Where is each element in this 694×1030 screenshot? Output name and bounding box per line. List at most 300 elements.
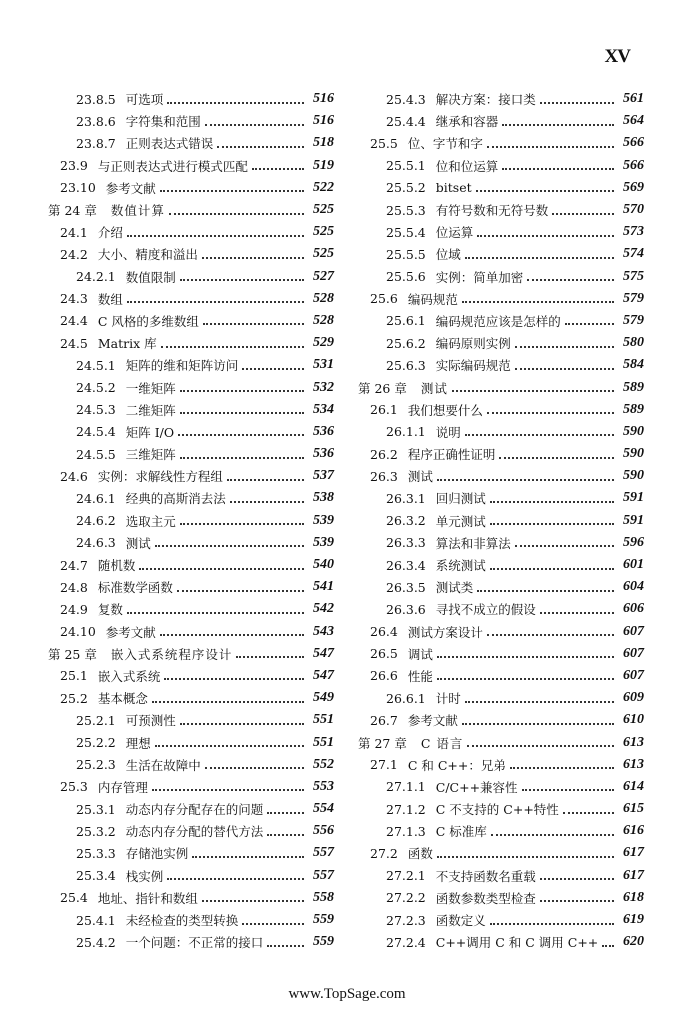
toc-entry bbox=[48, 865, 334, 887]
toc-entry bbox=[358, 110, 644, 132]
toc-entry-page: 607 bbox=[623, 667, 644, 683]
dot-leader bbox=[465, 700, 614, 703]
toc-entry-title: 测试类 bbox=[435, 580, 474, 596]
dot-leader bbox=[227, 478, 304, 481]
toc-entry-number: 26.1.1 bbox=[386, 424, 426, 440]
toc-entry-number: 26.3.4 bbox=[386, 557, 426, 573]
toc-entry bbox=[358, 310, 644, 332]
toc-entry-title: 动态内存分配存在的问题 bbox=[125, 802, 264, 818]
toc-entry bbox=[48, 421, 334, 443]
toc-entry-number: 25.4 bbox=[60, 890, 88, 906]
toc-entry bbox=[358, 798, 644, 820]
dot-leader bbox=[180, 456, 304, 459]
toc-entry-page: 551 bbox=[313, 734, 334, 750]
toc-entry-number: 25.5.3 bbox=[386, 202, 426, 218]
toc-entry-number: 25.4.4 bbox=[386, 113, 426, 129]
toc-entry bbox=[48, 310, 334, 332]
toc-entry-number: 25.3.2 bbox=[76, 823, 116, 839]
toc-entry-title: 程序正确性证明 bbox=[407, 447, 496, 463]
toc-entry-page: 556 bbox=[313, 823, 334, 839]
dot-leader bbox=[487, 145, 614, 148]
toc-entry-page: 591 bbox=[623, 512, 644, 528]
dot-leader bbox=[205, 123, 304, 126]
toc-entry bbox=[358, 598, 644, 620]
dot-leader bbox=[167, 877, 304, 880]
toc-entry-page: 561 bbox=[623, 91, 644, 107]
toc-entry-title: 正则表达式错误 bbox=[125, 136, 214, 152]
toc-entry-number: 25.5 bbox=[370, 135, 398, 151]
dot-leader bbox=[465, 433, 614, 436]
toc-entry bbox=[48, 177, 334, 199]
toc-entry-number: 25.6.3 bbox=[386, 357, 426, 373]
toc-entry-number: 27.1.2 bbox=[386, 801, 426, 817]
toc-entry bbox=[358, 532, 644, 554]
toc-entry bbox=[48, 487, 334, 509]
toc-entry-number: 26.7 bbox=[370, 712, 398, 728]
toc-entry-page: 610 bbox=[623, 712, 644, 728]
toc-entry-title: 矩阵的维和矩阵访问 bbox=[125, 358, 239, 374]
toc-entry-number: 24.9 bbox=[60, 601, 88, 617]
toc-entry-page: 528 bbox=[313, 312, 334, 328]
toc-entry-title: C/C++兼容性 bbox=[435, 779, 518, 795]
toc-entry-title: 矩阵 I/O bbox=[125, 424, 175, 440]
toc-entry-title: C 风格的多维数组 bbox=[97, 313, 199, 329]
toc-entry-page: 558 bbox=[313, 889, 334, 905]
toc-entry bbox=[48, 132, 334, 154]
toc-entry-page: 574 bbox=[623, 246, 644, 262]
toc-entry-number: 24.5.3 bbox=[76, 402, 116, 418]
toc-entry-page: 538 bbox=[313, 490, 334, 506]
toc-entry-title: 编码原则实例 bbox=[435, 336, 511, 352]
toc-entry bbox=[48, 665, 334, 687]
toc-entry-number: 27.1.1 bbox=[386, 779, 426, 795]
toc-entry-title: 生活在故障中 bbox=[125, 757, 201, 773]
toc-entry bbox=[358, 221, 644, 243]
toc-entry bbox=[358, 554, 644, 576]
toc-entry-page: 620 bbox=[623, 934, 644, 950]
toc-entry-number: 26.3.5 bbox=[386, 579, 426, 595]
toc-chapter-entry bbox=[48, 643, 334, 665]
toc-entry-title: C 和 C++：兄弟 bbox=[407, 757, 506, 773]
toc-entry-page: 607 bbox=[623, 645, 644, 661]
toc-entry-title: C++调用 C 和 C 调用 C++ bbox=[435, 935, 599, 951]
toc-entry bbox=[358, 465, 644, 487]
toc-entry-title: 介绍 bbox=[97, 225, 123, 241]
dot-leader bbox=[502, 167, 614, 170]
toc-entry-page: 547 bbox=[313, 667, 334, 683]
toc-entry-title: 调试 bbox=[407, 646, 433, 662]
toc-entry-page: 609 bbox=[623, 690, 644, 706]
toc-entry-title: 字符集和范围 bbox=[125, 114, 201, 130]
dot-leader bbox=[540, 611, 614, 614]
toc-entry-title: 一维矩阵 bbox=[125, 380, 176, 396]
toc-entry-page: 536 bbox=[313, 446, 334, 462]
toc-entry-page: 529 bbox=[313, 335, 334, 351]
toc-entry-number: 26.3.1 bbox=[386, 490, 426, 506]
toc-entry-page: 525 bbox=[313, 246, 334, 262]
toc-entry-title: 编码规范 bbox=[407, 291, 458, 307]
toc-entry-number: 25.4.1 bbox=[76, 912, 116, 928]
toc-entry-page: 590 bbox=[623, 423, 644, 439]
dot-leader bbox=[180, 389, 304, 392]
toc-entry-page: 614 bbox=[623, 778, 644, 794]
dot-leader bbox=[242, 367, 304, 370]
toc-entry-title: 嵌入式系统 bbox=[97, 668, 161, 684]
toc-entry-page: 559 bbox=[313, 912, 334, 928]
toc-entry-number: 27.2 bbox=[370, 845, 398, 861]
toc-entry-page: 519 bbox=[313, 157, 334, 173]
toc-entry-number: 24.5 bbox=[60, 335, 88, 351]
toc-entry-title: C 语言 bbox=[420, 735, 464, 751]
toc-entry-title: 存储池实例 bbox=[125, 846, 189, 862]
dot-leader bbox=[437, 478, 614, 481]
toc-entry-number: 25.3 bbox=[60, 779, 88, 795]
toc-entry-page: 522 bbox=[313, 179, 334, 195]
toc-entry bbox=[48, 687, 334, 709]
dot-leader bbox=[540, 877, 614, 880]
page-number: XV bbox=[604, 46, 630, 67]
toc-entry bbox=[358, 621, 644, 643]
toc-entry-title: 参考文献 bbox=[105, 624, 156, 640]
toc-entry bbox=[48, 88, 334, 110]
toc-entry-number: 25.2.2 bbox=[76, 735, 116, 751]
toc-entry-number: 23.8.7 bbox=[76, 135, 116, 151]
toc-entry-number: 25.5.2 bbox=[386, 180, 426, 196]
toc-entry-number: 27.2.2 bbox=[386, 890, 426, 906]
toc-chapter-entry bbox=[358, 376, 644, 398]
toc-entry-title: 有符号数和无符号数 bbox=[435, 203, 549, 219]
toc-entry-title: 可选项 bbox=[125, 92, 164, 108]
toc-entry-title: 地址、指针和数组 bbox=[97, 890, 198, 906]
dot-leader bbox=[565, 322, 614, 325]
dot-leader bbox=[160, 633, 304, 636]
toc-entry-title: 经典的高斯消去法 bbox=[125, 491, 226, 507]
toc-entry-title: 编码规范应该是怎样的 bbox=[435, 313, 561, 329]
toc-entry-page: 527 bbox=[313, 268, 334, 284]
toc-entry-number: 26.4 bbox=[370, 624, 398, 640]
dot-leader bbox=[169, 212, 304, 215]
dot-leader bbox=[127, 234, 304, 237]
toc-entry-title: 不支持函数名重载 bbox=[435, 868, 536, 884]
dot-leader bbox=[540, 101, 614, 104]
toc-entry bbox=[358, 487, 644, 509]
toc-entry-page: 525 bbox=[313, 224, 334, 240]
toc-entry-page: 532 bbox=[313, 379, 334, 395]
toc-entry-title: 我们想要什么 bbox=[407, 402, 483, 418]
footer-watermark: www.TopSage.com bbox=[288, 986, 406, 1002]
toc-entry-number: 25.3.1 bbox=[76, 801, 116, 817]
toc-entry-page: 554 bbox=[313, 801, 334, 817]
toc-entry-title: 测试 bbox=[407, 469, 433, 485]
toc-entry-number: 26.3 bbox=[370, 468, 398, 484]
toc-entry-page: 516 bbox=[313, 113, 334, 129]
toc-entry-title: 复数 bbox=[97, 602, 123, 618]
toc-entry-number: 24.5.4 bbox=[76, 424, 116, 440]
toc-entry-number: 25.2.1 bbox=[76, 712, 116, 728]
toc-entry bbox=[358, 399, 644, 421]
toc-entry-number: 27.1 bbox=[370, 757, 398, 773]
toc-entry-title: 回归测试 bbox=[435, 491, 486, 507]
toc-entry-page: 518 bbox=[313, 135, 334, 151]
dot-leader bbox=[490, 522, 614, 525]
toc-entry-page: 531 bbox=[313, 357, 334, 373]
toc-entry-page: 549 bbox=[313, 690, 334, 706]
toc-chapter-entry bbox=[48, 199, 334, 221]
dot-leader bbox=[127, 611, 304, 614]
dot-leader bbox=[510, 766, 614, 769]
toc-entry-number: 25.1 bbox=[60, 668, 88, 684]
toc-entry bbox=[358, 887, 644, 909]
toc-entry-number: 24.1 bbox=[60, 224, 88, 240]
toc-entry bbox=[358, 665, 644, 687]
toc-entry-page: 539 bbox=[313, 534, 334, 550]
toc-entry bbox=[48, 332, 334, 354]
toc-entry-number: 第 27 章 bbox=[358, 735, 407, 751]
dot-leader bbox=[180, 411, 304, 414]
dot-leader bbox=[217, 145, 304, 148]
toc-entry-title: 测试方案设计 bbox=[407, 624, 483, 640]
toc-entry bbox=[358, 510, 644, 532]
dot-leader bbox=[230, 500, 304, 503]
toc-entry-title: 系统测试 bbox=[435, 558, 486, 574]
toc-entry-page: 616 bbox=[623, 823, 644, 839]
toc-entry-title: 位、字节和字 bbox=[407, 136, 483, 152]
toc-entry-title: 实例：求解线性方程组 bbox=[97, 469, 223, 485]
toc-entry bbox=[48, 709, 334, 731]
toc-entry bbox=[48, 798, 334, 820]
dot-leader bbox=[552, 212, 614, 215]
toc-entry-page: 552 bbox=[313, 756, 334, 772]
toc-entry-title: 未经检查的类型转换 bbox=[125, 913, 239, 929]
dot-leader bbox=[476, 189, 614, 192]
dot-leader bbox=[152, 700, 304, 703]
dot-leader bbox=[452, 389, 614, 392]
toc-entry bbox=[48, 510, 334, 532]
toc-entry-page: 580 bbox=[623, 335, 644, 351]
toc-entry-page: 566 bbox=[623, 135, 644, 151]
toc-entry-title: Matrix 库 bbox=[97, 336, 157, 352]
toc-entry bbox=[358, 643, 644, 665]
dot-leader bbox=[490, 500, 614, 503]
dot-leader bbox=[540, 899, 614, 902]
toc-entry-title: 嵌入式系统程序设计 bbox=[110, 646, 233, 662]
toc-entry-number: 25.5.4 bbox=[386, 224, 426, 240]
toc-entry-page: 596 bbox=[623, 534, 644, 550]
toc-entry-page: 619 bbox=[623, 912, 644, 928]
toc-entry bbox=[48, 376, 334, 398]
toc-entry-number: 24.5.2 bbox=[76, 380, 116, 396]
toc-entry bbox=[358, 266, 644, 288]
dot-leader bbox=[178, 433, 304, 436]
toc-entry-number: 23.8.6 bbox=[76, 113, 116, 129]
toc-entry-page: 528 bbox=[313, 290, 334, 306]
toc-entry-title: 选取主元 bbox=[125, 513, 176, 529]
dot-leader bbox=[499, 456, 614, 459]
toc-entry bbox=[358, 865, 644, 887]
toc-entry-title: 标准数学函数 bbox=[97, 580, 173, 596]
toc-entry-title: 数组 bbox=[97, 291, 123, 307]
toc-entry-number: 25.2 bbox=[60, 690, 88, 706]
toc-entry-page: 551 bbox=[313, 712, 334, 728]
dot-leader bbox=[192, 855, 304, 858]
toc-entry-page: 566 bbox=[623, 157, 644, 173]
toc-entry bbox=[358, 754, 644, 776]
toc-entry bbox=[358, 820, 644, 842]
dot-leader bbox=[477, 234, 614, 237]
toc-entry-page: 590 bbox=[623, 468, 644, 484]
toc-entry-title: 计时 bbox=[435, 691, 461, 707]
toc-entry-number: 24.5.5 bbox=[76, 446, 116, 462]
toc-entry-number: 24.6.2 bbox=[76, 513, 116, 529]
toc-entry bbox=[358, 687, 644, 709]
dot-leader bbox=[490, 567, 614, 570]
toc-entry bbox=[358, 155, 644, 177]
dot-leader bbox=[462, 300, 614, 303]
toc-entry bbox=[358, 88, 644, 110]
toc-entry-page: 534 bbox=[313, 401, 334, 417]
toc-entry-page: 569 bbox=[623, 179, 644, 195]
toc-entry-number: 23.9 bbox=[60, 158, 88, 174]
toc-entry bbox=[48, 110, 334, 132]
toc-entry bbox=[358, 199, 644, 221]
dot-leader bbox=[491, 833, 614, 836]
toc-entry-title: bitset bbox=[435, 180, 472, 196]
toc-entry-page: 613 bbox=[623, 734, 644, 750]
toc-entry-number: 25.2.3 bbox=[76, 757, 116, 773]
toc-entry-number: 25.3.3 bbox=[76, 845, 116, 861]
dot-leader bbox=[155, 544, 304, 547]
dot-leader bbox=[515, 345, 614, 348]
toc-entry bbox=[48, 887, 334, 909]
toc-entry-page: 613 bbox=[623, 756, 644, 772]
toc-entry-page: 542 bbox=[313, 601, 334, 617]
toc-entry bbox=[48, 776, 334, 798]
toc-entry bbox=[358, 177, 644, 199]
toc-entry-title: 动态内存分配的替代方法 bbox=[125, 824, 264, 840]
toc-entry-page: 564 bbox=[623, 113, 644, 129]
toc-entry-number: 25.4.2 bbox=[76, 934, 116, 950]
toc-entry bbox=[48, 155, 334, 177]
toc-entry-title: 二维矩阵 bbox=[125, 402, 176, 418]
dot-leader bbox=[167, 101, 304, 104]
toc-entry-number: 23.8.5 bbox=[76, 91, 116, 107]
dot-leader bbox=[487, 411, 614, 414]
toc-entry-title: C 不支持的 C++特性 bbox=[435, 802, 559, 818]
toc-entry bbox=[48, 576, 334, 598]
toc-entry-page: 606 bbox=[623, 601, 644, 617]
dot-leader bbox=[152, 788, 304, 791]
dot-leader bbox=[267, 833, 304, 836]
toc-entry-title: 数值限制 bbox=[125, 269, 176, 285]
toc-entry bbox=[48, 266, 334, 288]
toc-entry-title: 与正则表达式进行模式匹配 bbox=[97, 158, 248, 174]
toc-entry-page: 541 bbox=[313, 579, 334, 595]
dot-leader bbox=[160, 189, 304, 192]
dot-leader bbox=[202, 899, 304, 902]
toc-entry-number: 25.5.6 bbox=[386, 269, 426, 285]
dot-leader bbox=[487, 633, 614, 636]
dot-leader bbox=[177, 589, 304, 592]
toc-entry-title: 参考文献 bbox=[105, 180, 156, 196]
toc-entry-page: 618 bbox=[623, 889, 644, 905]
toc-entry-number: 24.8 bbox=[60, 579, 88, 595]
toc-entry-title: 测试 bbox=[420, 380, 448, 396]
toc-entry-number: 25.5.5 bbox=[386, 246, 426, 262]
toc-entry-title: 大小、精度和溢出 bbox=[97, 247, 198, 263]
toc-entry-title: 三维矩阵 bbox=[125, 447, 176, 463]
dot-leader bbox=[462, 722, 614, 725]
toc-entry-number: 27.1.3 bbox=[386, 823, 426, 839]
dot-leader bbox=[127, 300, 304, 303]
toc-entry bbox=[48, 842, 334, 864]
toc-entry-number: 26.3.6 bbox=[386, 601, 426, 617]
toc-entry-number: 27.2.3 bbox=[386, 912, 426, 928]
toc-entry-title: 算法和非算法 bbox=[435, 535, 511, 551]
toc-entry bbox=[48, 221, 334, 243]
toc-entry bbox=[358, 776, 644, 798]
dot-leader bbox=[467, 744, 614, 747]
dot-leader bbox=[180, 278, 304, 281]
toc-entry bbox=[48, 554, 334, 576]
dot-leader bbox=[527, 278, 614, 281]
toc-entry bbox=[358, 332, 644, 354]
dot-leader bbox=[563, 811, 614, 814]
toc-entry-title: 位运算 bbox=[435, 225, 474, 241]
toc-entry-page: 591 bbox=[623, 490, 644, 506]
dot-leader bbox=[522, 788, 614, 791]
toc-entry-title: 寻找不成立的假设 bbox=[435, 602, 536, 618]
toc-entry-title: 继承和容器 bbox=[435, 114, 499, 130]
toc-entry-title: 位域 bbox=[435, 247, 461, 263]
dot-leader bbox=[490, 922, 614, 925]
toc-entry-page: 553 bbox=[313, 778, 334, 794]
toc-entry-page: 589 bbox=[623, 401, 644, 417]
toc-entry bbox=[48, 532, 334, 554]
toc-entry bbox=[358, 354, 644, 376]
toc-entry-page: 543 bbox=[313, 623, 334, 639]
toc-entry-title: 单元测试 bbox=[435, 513, 486, 529]
toc-entry-title: 理想 bbox=[125, 735, 151, 751]
toc-entry bbox=[358, 931, 644, 953]
toc-entry bbox=[358, 576, 644, 598]
toc-entry-title: 基本概念 bbox=[97, 691, 148, 707]
toc-entry-number: 26.3.2 bbox=[386, 513, 426, 529]
toc-entry-number: 第 26 章 bbox=[358, 380, 407, 396]
toc-entry-number: 26.3.3 bbox=[386, 535, 426, 551]
toc-entry-title: 随机数 bbox=[97, 558, 136, 574]
toc-entry bbox=[48, 731, 334, 753]
toc-entry-title: C 标准库 bbox=[435, 824, 487, 840]
dot-leader bbox=[155, 744, 304, 747]
dot-leader bbox=[242, 922, 304, 925]
toc-entry bbox=[48, 465, 334, 487]
toc-entry bbox=[358, 842, 644, 864]
toc-entry bbox=[48, 443, 334, 465]
dot-leader bbox=[202, 256, 304, 259]
toc-entry-title: 位和位运算 bbox=[435, 158, 499, 174]
toc-entry-number: 24.4 bbox=[60, 313, 88, 329]
dot-leader bbox=[267, 944, 304, 947]
toc-entry bbox=[358, 132, 644, 154]
toc-entry-title: 一个问题：不正常的接口 bbox=[125, 935, 264, 951]
dot-leader bbox=[267, 811, 304, 814]
toc-entry-title: 说明 bbox=[435, 424, 461, 440]
dot-leader bbox=[437, 855, 614, 858]
toc-entry-page: 557 bbox=[313, 845, 334, 861]
toc-entry-page: 575 bbox=[623, 268, 644, 284]
toc-entry-page: 617 bbox=[623, 867, 644, 883]
dot-leader bbox=[180, 522, 304, 525]
